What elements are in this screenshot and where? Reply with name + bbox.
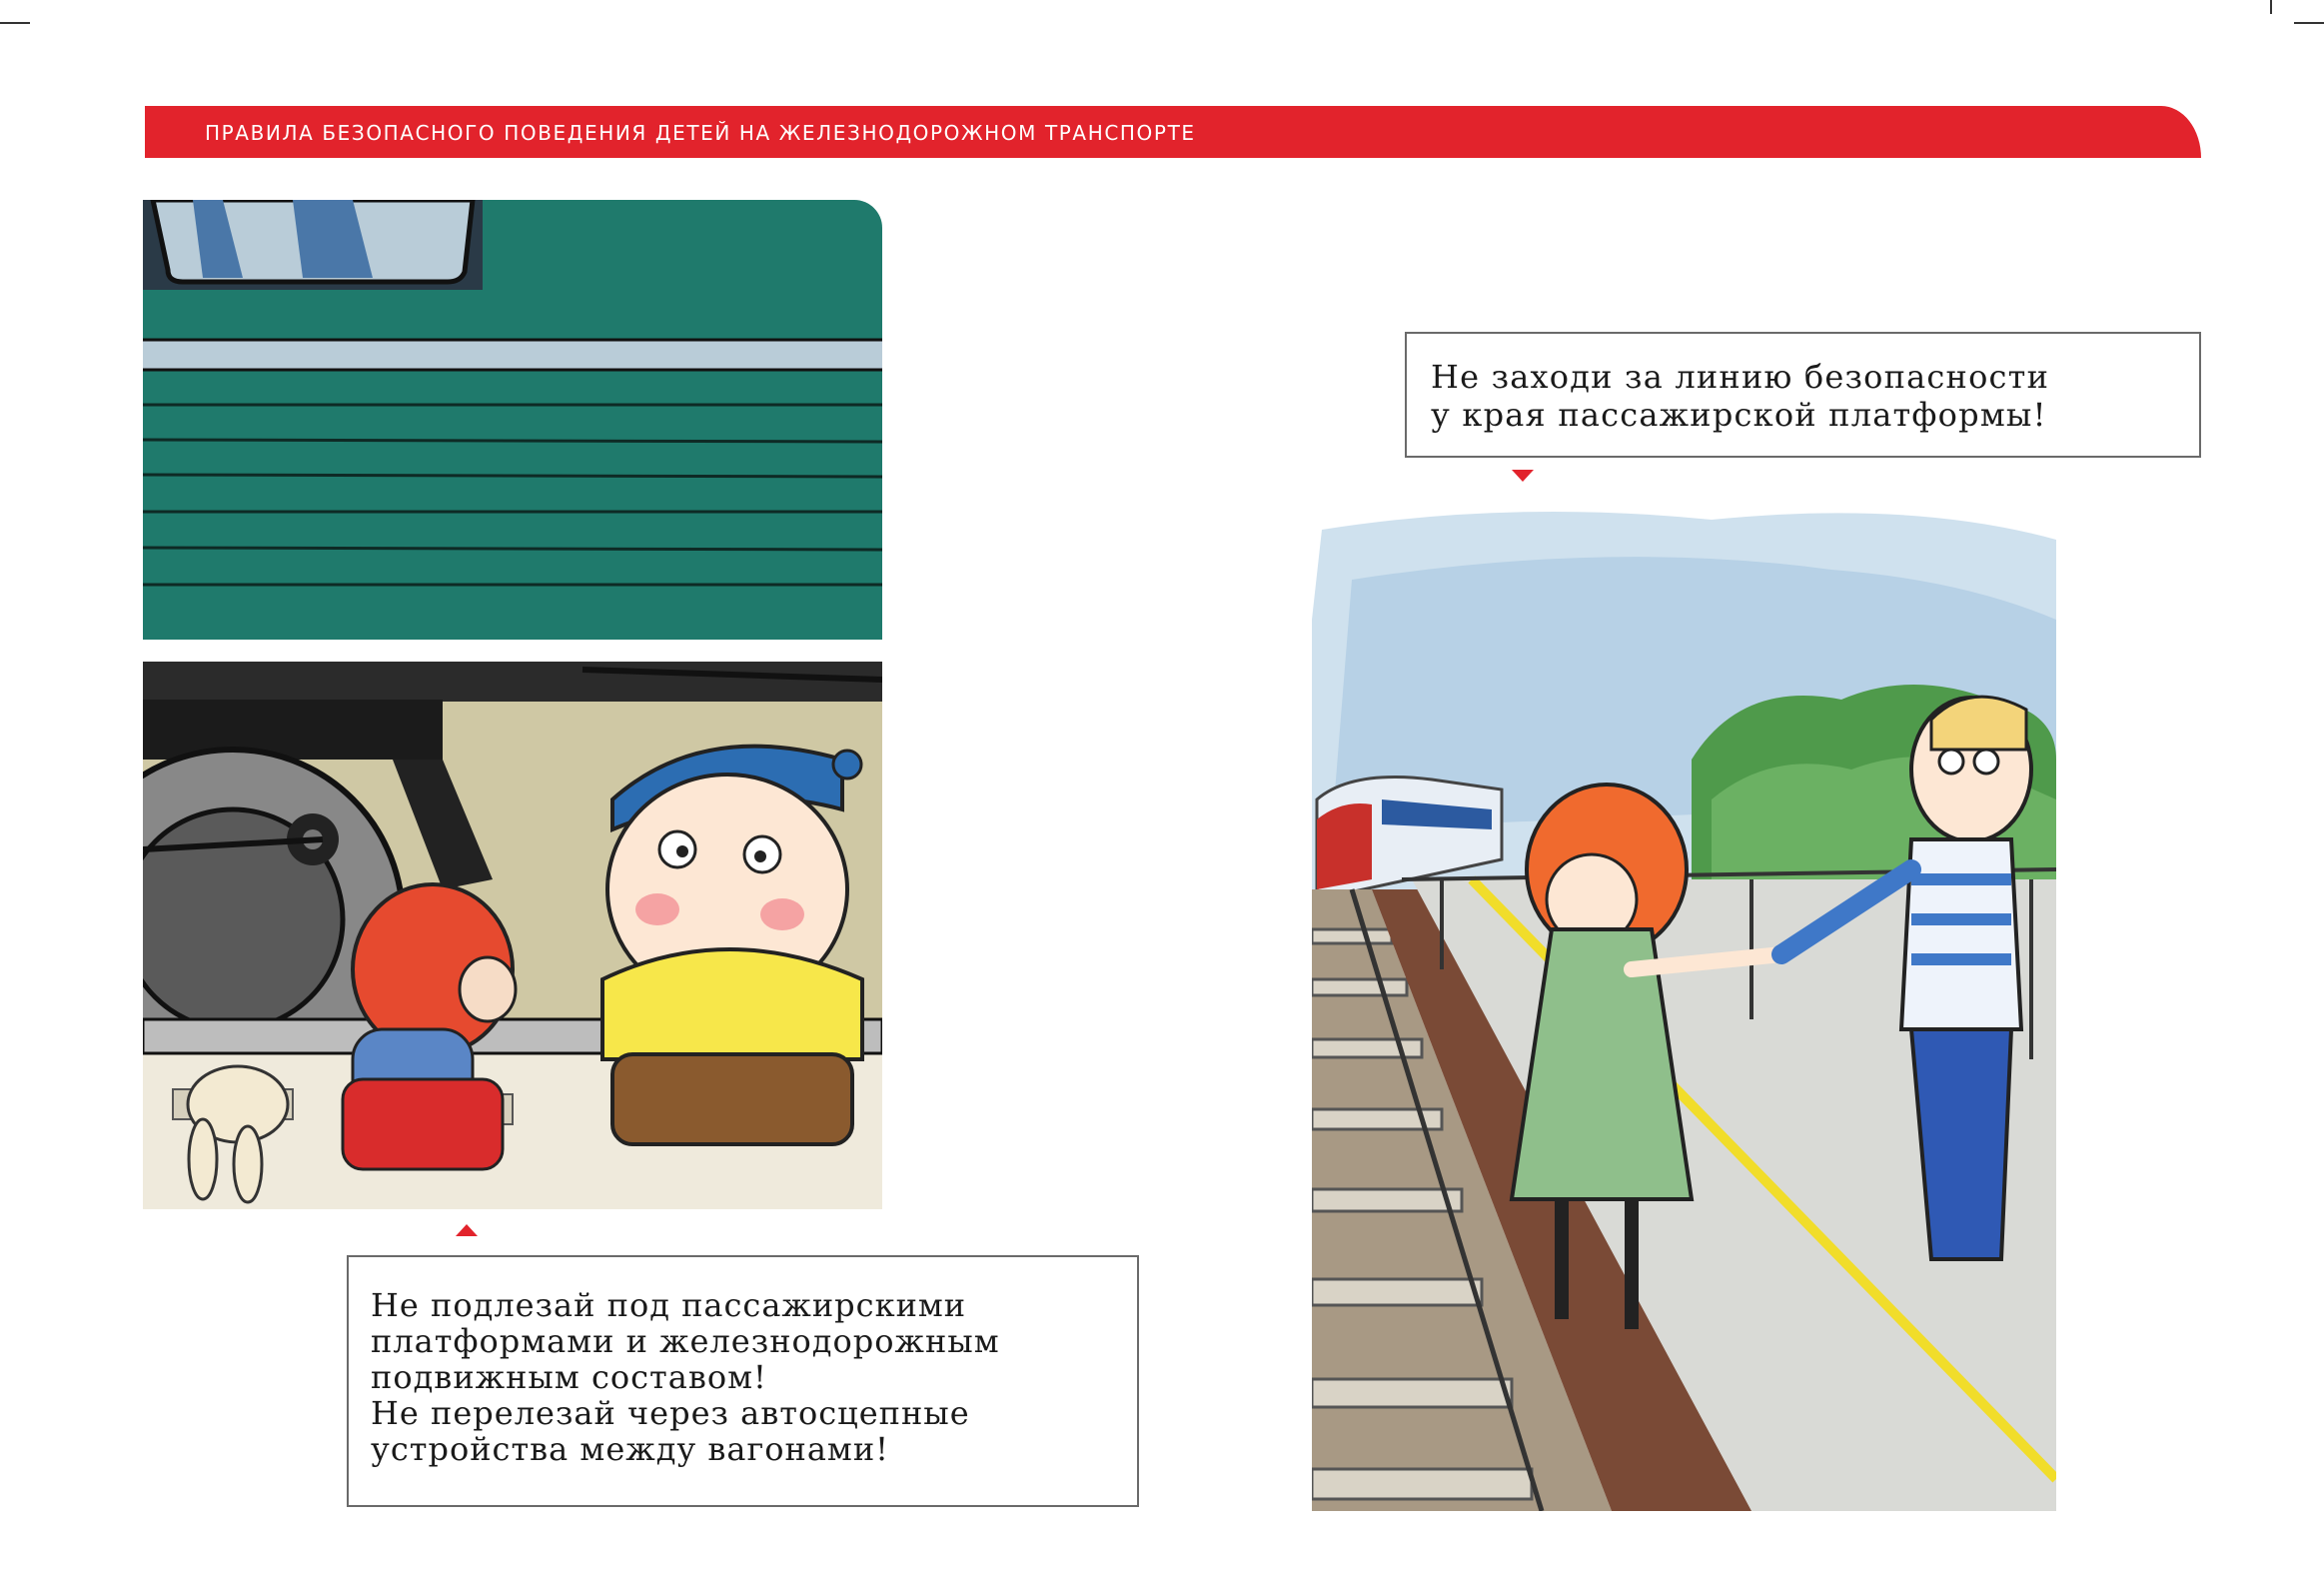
right-illustration <box>1312 500 2056 1511</box>
crop-mark-right <box>2270 0 2272 14</box>
train-underside-scene <box>143 200 882 1209</box>
left-caption-line-2: платформами и железнодорожным <box>371 1322 1000 1360</box>
left-caption-pointer <box>456 1224 478 1236</box>
crop-mark-left <box>0 22 30 24</box>
right-caption-pointer <box>1512 470 1534 482</box>
left-caption-line-3: подвижным составом! <box>371 1358 767 1396</box>
left-caption-box <box>347 1255 1139 1507</box>
header-banner <box>145 106 2201 158</box>
left-caption-line-1: Не подлезай под пассажирскими <box>371 1286 967 1324</box>
right-caption-line-1: Не заходи за линию безопасности <box>1431 358 2050 396</box>
right-caption-line-2: у края пассажирской платформы! <box>1431 396 2047 434</box>
platform-edge-scene <box>1312 500 2056 1511</box>
left-caption-line-5: устройства между вагонами! <box>371 1430 889 1468</box>
left-illustration <box>143 200 882 1209</box>
crop-mark-right-h <box>2294 22 2324 24</box>
header-title: ПРАВИЛА БЕЗОПАСНОГО ПОВЕДЕНИЯ ДЕТЕЙ НА ЖЕЛЕЗНОДОРОЖНОМ ТРАНСПОРТЕ <box>205 121 1196 145</box>
right-caption-box <box>1405 332 2201 458</box>
left-caption-line-4: Не перелезай через автосцепные <box>371 1394 970 1432</box>
